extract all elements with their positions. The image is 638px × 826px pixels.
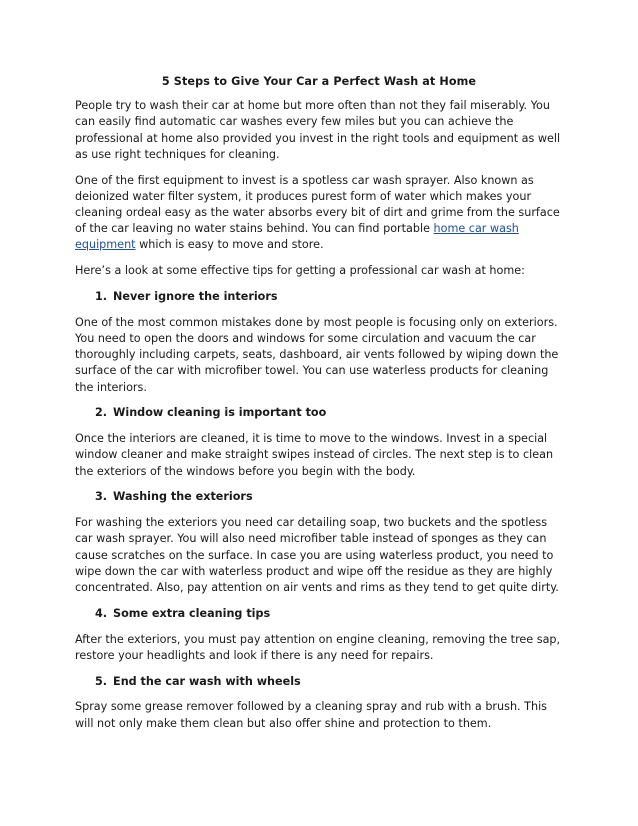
home-car-wash-equipment-link[interactable]: home car wash equipment — [75, 222, 519, 252]
step-3-body: For washing the exteriors you need car detailing soap, two buckets and the spotless car wash sprayer. You will also need microfiber table instead of sponges as they can cause scratches on the surface. In case you are using waterless product, you need to wipe down the car with waterless product and wipe off the residue as they are highly concentrated. Also, pay attention on air vents and rims as they tend to get quite dirty. — [75, 516, 559, 595]
step-4-heading-text: Some extra cleaning tips — [113, 606, 271, 620]
step-3-heading-text: Washing the exteriors — [113, 490, 253, 504]
document-page — [75, 74, 563, 741]
step-2-number: 2. — [95, 406, 108, 420]
step-5-heading-text: End the car wash with wheels — [113, 674, 301, 688]
step-2-heading — [75, 405, 563, 421]
tips-intro-paragraph: Here’s a look at some effective tips for getting a professional car wash at home: — [75, 264, 525, 278]
step-5-number: 5. — [95, 674, 108, 688]
step-4-body: After the exteriors, you must pay attention on engine cleaning, removing the tree sap, restore your headlights and look if there is any need for repairs. — [75, 632, 561, 662]
step-1-number: 1. — [95, 290, 108, 304]
step-4-number: 4. — [95, 606, 108, 620]
equipment-paragraph — [75, 173, 563, 254]
step-2-body: Once the interiors are cleaned, it is time to move to the windows. Invest in a special window cleaner and make straight swipes instead of circles. The next step is to clean the exteriors of the windows before you begin with the body. — [75, 432, 554, 478]
step-2-heading-text: Window cleaning is important too — [113, 406, 327, 420]
step-4-heading — [75, 606, 563, 622]
step-3-heading — [75, 489, 563, 505]
step-1-body: One of the most common mistakes done by most people is focusing only on exteriors. You need to open the doors and windows for some circulation and vacuum the car thoroughly including carpets, seats, dashboard, air vents followed by wiping down the surface of the car with microfiber towel. You can use waterless products for cleaning the interiors. — [75, 315, 559, 394]
step-1-heading-text: Never ignore the interiors — [113, 290, 278, 304]
step-5-heading — [75, 674, 563, 690]
step-5-body: Spray some grease remover followed by a cleaning spray and rub with a brush. This will not only make them clean but also offer shine and protection to them. — [75, 700, 548, 730]
intro-paragraph: People try to wash their car at home but more often than not they fail miserably. You can easily find automatic car washes every few miles but you can achieve the professional at home also provided you invest in the right tools and equipment as well as use right techniques for cleaning. — [75, 99, 561, 161]
document-title: 5 Steps to Give Your Car a Perfect Wash at Home — [161, 75, 477, 88]
equipment-text-before: One of the first equipment to invest is a spotless car wash sprayer. Also known as deionized water filter system, it produces purest form of water which makes your cleaning ordeal easy as the water absorbs every bit of dirt and grime from the surface of the car leaving no water stains behind. You can find portable — [75, 173, 560, 236]
step-3-number: 3. — [95, 490, 108, 504]
equipment-text-after: which is easy to move and store. — [135, 238, 324, 252]
step-1-heading — [75, 289, 563, 305]
